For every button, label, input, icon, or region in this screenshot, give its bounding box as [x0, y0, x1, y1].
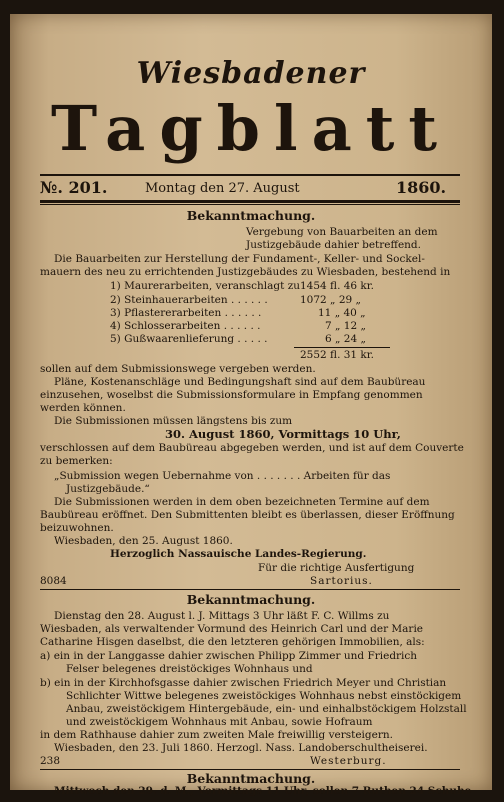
certification-note: Für die richtige Ausfertigung	[258, 562, 415, 574]
notice2-line: Schlichter Wittwe belegenes zweistöckiges Wohnhaus nebst einstöckigem	[66, 690, 462, 702]
masthead-title: Tagblatt	[50, 92, 452, 165]
notice1-paragraph: Baubüreau eröffnet. Den Submittenten bleibt es überlassen, dieser Eröffnung	[40, 509, 455, 521]
notice-divider	[40, 589, 460, 590]
item-label: 1) Maurerarbeiten, veranschlagt zu	[110, 280, 300, 292]
reference-number: 238	[40, 755, 61, 767]
item-label: 2) Steinhauerarbeiten . . . . . .	[110, 294, 268, 306]
notice2-line: Wiesbaden, als verwaltender Vormund des Heinrich Carl und der Marie	[40, 623, 424, 635]
notice1-paragraph: sollen auf dem Submissionswege vergeben werden.	[40, 363, 316, 375]
issue-number: №. 201.	[40, 178, 108, 197]
newspaper-page	[10, 14, 492, 797]
notice1-place-date: Wiesbaden, den 25. August 1860.	[54, 535, 233, 547]
notice1-paragraph: Die Submissionen müssen längstens bis zum	[54, 415, 293, 427]
notice2-line: in dem Rathhause dahier zum zweiten Male freiwillig versteigern.	[40, 729, 393, 741]
issue-year: 1860.	[396, 178, 447, 197]
notice1-paragraph: zu bemerken:	[40, 455, 113, 467]
notice2-line: b) ein in der Kirchhofsgasse dahier zwischen Friedrich Meyer und Christian	[40, 677, 447, 689]
item-amount: 6 „ 24 „	[325, 333, 366, 345]
notice2-line: Dienstag den 28. August l. J. Mittags 3 Uhr läßt F. C. Willms zu	[54, 610, 390, 622]
notice3-heading: Bekanntmachung.	[186, 771, 316, 786]
notice2-heading: Bekanntmachung.	[186, 592, 316, 607]
notice-divider	[40, 769, 460, 770]
notice1-paragraph: beizuwohnen.	[40, 522, 114, 534]
signer-name: Westerburg.	[310, 755, 387, 767]
masthead-rule-top	[40, 174, 460, 176]
notice2-line: Wiesbaden, den 23. Juli 1860. Herzogl. Nass. Landoberschultheiserei.	[54, 742, 428, 754]
item-amount: 7 „ 12 „	[325, 320, 366, 332]
item-label: 4) Schlosserarbeiten . . . . . .	[110, 320, 261, 332]
notice3-line: Mittwoch den 29. d. M., Vormittags 11 Uhr, sollen 7 Ruthen 24 Schuhe	[54, 785, 472, 797]
signer-name: Sartorius.	[310, 575, 373, 587]
notice1-paragraph: werden können.	[40, 402, 126, 414]
envelope-note-cont: Justizgebäude.“	[66, 483, 150, 495]
notice1-intro: Die Bauarbeiten zur Herstellung der Fundament-, Keller- und Sockel-	[54, 253, 425, 265]
notice2-line: Catharine Hisgen daselbst, die den letzteren gehörigen Immobilien, als:	[40, 636, 425, 648]
envelope-note: „Submission wegen Uebernahme von . . . . . . . Arbeiten für das	[54, 470, 391, 482]
submission-deadline: 30. August 1860, Vormittags 10 Uhr,	[165, 427, 401, 441]
notice2-line: und zweistöckigem Wohnhaus mit Anbau, sowie Hofraum	[66, 716, 373, 728]
notice1-paragraph: verschlossen auf dem Baubüreau abgegeben werden, und ist auf dem Couverte	[40, 442, 464, 454]
notice1-intro-cont: mauern des neu zu errichtenden Justizgebäudes zu Wiesbaden, bestehend in	[40, 266, 451, 278]
notice1-subject-cont: Justizgebäude dahier betreffend.	[246, 239, 421, 251]
masthead-line1: Wiesbadener	[136, 56, 366, 91]
item-label: 5) Gußwaarenlieferung . . . . .	[110, 333, 268, 345]
notice2-line: Felser belegenes dreistöckiges Wohnhaus und	[66, 663, 313, 675]
notice1-paragraph: Pläne, Kostenanschläge und Bedingungshaft sind auf dem Baubüreau	[54, 376, 426, 388]
sum-rule	[294, 347, 390, 348]
item-amount: 11 „ 40 „	[318, 307, 366, 319]
masthead-rule-bottom-thin	[40, 204, 460, 205]
notice1-paragraph: einzusehen, woselbst die Submissionsformulare in Empfang genommen	[40, 389, 423, 401]
masthead-rule-bottom	[40, 200, 460, 203]
item-amount: 1454 fl. 46 kr.	[300, 280, 375, 292]
items-total: 2552 fl. 31 kr.	[300, 349, 375, 361]
notice1-heading: Bekanntmachung.	[186, 208, 316, 223]
issue-date: Montag den 27. August	[145, 181, 300, 196]
notice1-paragraph: Die Submissionen werden in dem oben bezeichneten Termine auf dem	[54, 496, 430, 508]
issuing-authority: Herzoglich Nassauische Landes-Regierung.	[110, 548, 367, 560]
item-label: 3) Pflastererarbeiten . . . . . .	[110, 307, 262, 319]
item-amount: 1072 „ 29 „	[300, 294, 361, 306]
notice1-subject: Vergebung von Bauarbeiten an dem	[246, 226, 438, 238]
notice2-line: Anbau, zweistöckigem Hintergebäude, ein- und einhalbstöckigem Holzstall	[66, 703, 467, 715]
notice2-line: a) ein in der Langgasse dahier zwischen Philipp Zimmer und Friedrich	[40, 650, 418, 662]
reference-number: 8084	[40, 575, 67, 587]
